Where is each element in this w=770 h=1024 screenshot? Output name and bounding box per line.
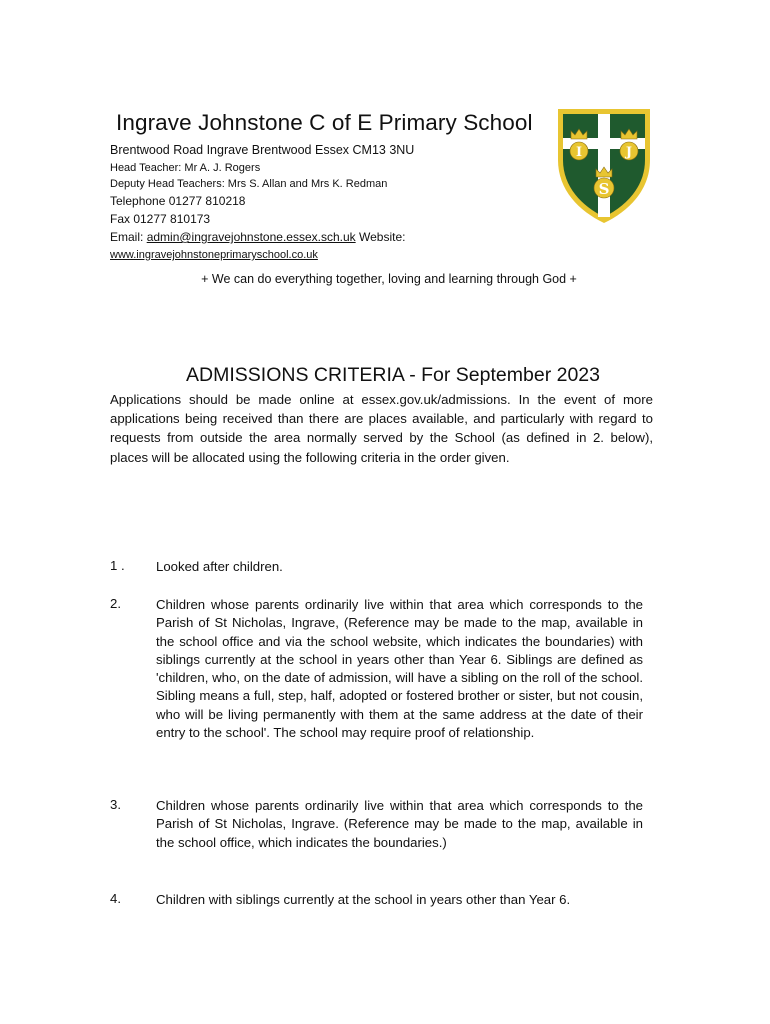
criteria-text: Children whose parents ordinarily live within that area which corresponds to the Parish of St Nicholas, Ingrave, (Reference may be made to the map, available in the school office and via the school website, which indicates the boundaries) with siblings currently at the school in years other than Year 6. Siblings are defined as 'children, who, on the date of admission, will have a sibling on the roll of the school. Sibling means a full, step, half, adopted or fostered brother or sister, but not cousin, who will be living permanently with them at the same address at the date of their entry to the school'. The school may require proof of relationship. <box>156 597 643 741</box>
head-teacher: Head Teacher: Mr A. J. Rogers <box>110 162 261 174</box>
criteria-number: 4. <box>110 891 121 906</box>
criteria-number: 2. <box>110 596 121 611</box>
criteria-number: 3. <box>110 797 121 812</box>
crest-cross-vertical <box>598 114 610 217</box>
telephone: Telephone 01277 810218 <box>110 194 246 208</box>
school-motto: + We can do everything together, loving and learning through God + <box>201 272 577 286</box>
criteria-text: Children with siblings currently at the school in years other than Year 6. <box>156 892 571 907</box>
intro-paragraph: Applications should be made online at essex.gov.uk/admissions. In the event of more applications being received than there are places available, and particularly with regard to requests from outside the area normally served by the School (as defined in 2. below), places will be allocated using the following criteria in the order given. <box>110 392 653 465</box>
website-line <box>110 249 318 261</box>
fax: Fax 01277 810173 <box>110 212 211 226</box>
website-label: Website: <box>359 230 406 244</box>
school-crest-logo <box>557 108 651 224</box>
deputy-head-teachers: Deputy Head Teachers: Mrs S. Allan and Mrs K. Redman <box>110 178 388 190</box>
crest-letter-j: J <box>625 145 633 160</box>
website-link[interactable]: www.ingravejohnstoneprimaryschool.co.uk <box>110 249 318 261</box>
email-line <box>110 230 405 244</box>
crest-letter-i: I <box>575 145 583 160</box>
email-label: Email: <box>110 230 144 244</box>
admissions-heading: ADMISSIONS CRITERIA - For September 2023 <box>186 364 600 386</box>
email-link[interactable]: admin@ingravejohnstone.essex.sch.uk <box>146 230 356 244</box>
school-name: Ingrave Johnstone C of E Primary School <box>116 110 533 135</box>
crest-letter-s: S <box>598 180 610 198</box>
criteria-number: 1 . <box>110 558 125 573</box>
school-address: Brentwood Road Ingrave Brentwood Essex CM13 3NU <box>110 143 415 157</box>
criteria-text: Children whose parents ordinarily live within that area which corresponds to the Parish of St Nicholas, Ingrave. (Reference may be made to the map, available in the school office, which indicates the boundaries.) <box>156 798 643 850</box>
criteria-text: Looked after children. <box>156 559 283 574</box>
